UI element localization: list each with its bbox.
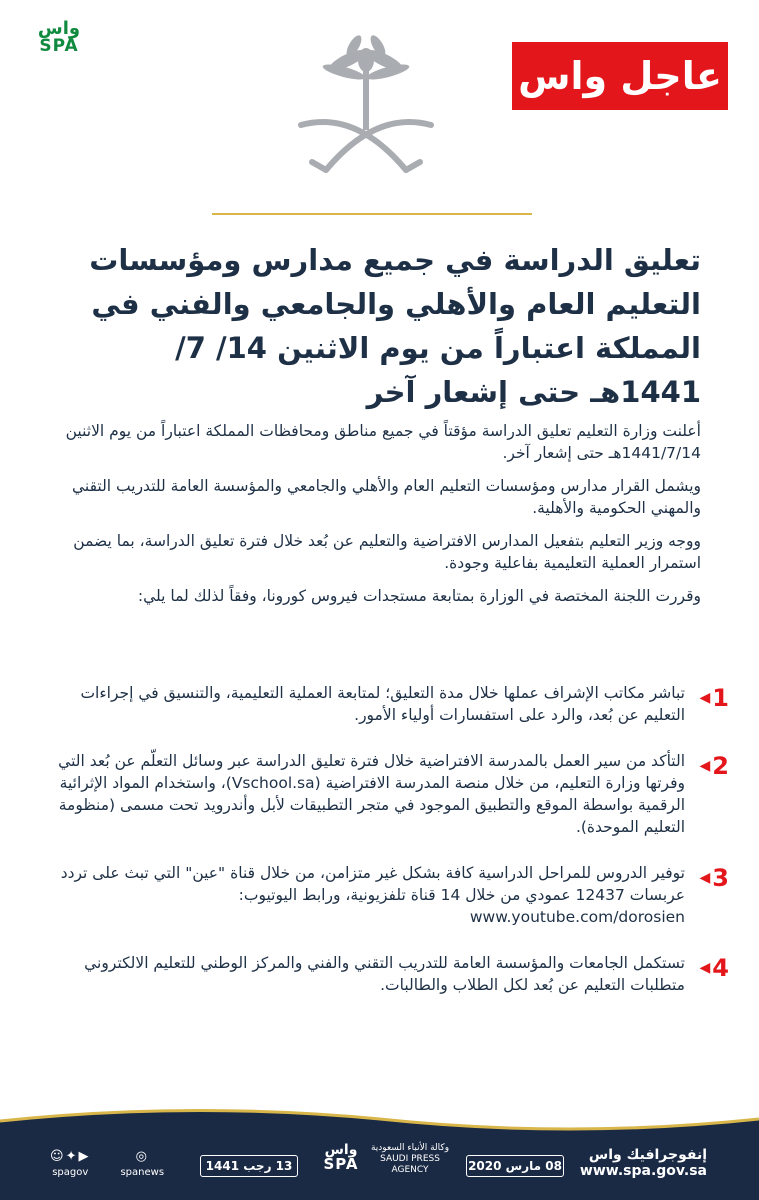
item-text: توفير الدروس للمراحل الدراسية كافة بشكل غير متزامن، من خلال قناة "عين" التي تبث على تردد عربسات 12437 عمودي من خلال 14 قناة تلفزيونية، ورابط اليوتيوب: www.youtube.com/dorosien — [60, 864, 685, 926]
item-text: التأكد من سير العمل بالمدرسة الافتراضية خلال فترة تعليق الدراسة عبر وسائل التعلّم عن بُعد التي وفرتها وزارة التعليم، من خلال منصة المدرسة الافتراضية (Vschool.sa)، واستخدام المواد الإثرائية الرقمية بواسطة الموقع والتطبيق الموجود في متجر التطبيقات لأبل وأندرويد تحت مسمى (منظومة التعليم الموحدة). — [58, 752, 685, 836]
spa-logo-english: SPA — [39, 36, 79, 56]
twitter-icon: ✦ — [65, 1149, 79, 1164]
agency-wordmark-arabic: واس — [324, 1142, 358, 1158]
gold-divider — [212, 213, 532, 215]
item-number — [685, 750, 729, 780]
list-item — [49, 682, 729, 726]
list-item — [49, 750, 729, 838]
item-number-value: 1 — [712, 684, 729, 712]
intro-paragraph: ويشمل القرار مدارس ومؤسسات التعليم العام والأهلي والجامعي والمؤسسة العامة للتدريب التقني والمهني الحكومية والأهلية. — [71, 477, 701, 517]
social-instagram-group[interactable] — [120, 1149, 164, 1178]
social-icons — [50, 1149, 90, 1167]
triangle-left-icon: ◀ — [699, 960, 711, 976]
headline: تعليق الدراسة في جميع مدارس ومؤسسات التعليم العام والأهلي والجامعي والفني في المملكة اعتباراً من يوم الاثنين 14/ 7/ 1441هـ حتى إشعار آخر — [89, 243, 701, 409]
footer-wave — [0, 1105, 759, 1137]
intro-paragraph: أعلنت وزارة التعليم تعليق الدراسة مؤقتاً في جميع مناطق ومحافظات المملكة اعتباراً من يوم الاثنين 1441/7/14هـ حتى إشعار آخر. — [65, 422, 701, 462]
agency-name-english-2: AGENCY — [391, 1165, 429, 1175]
item-number — [685, 952, 729, 982]
spa-logo-arabic: واس — [37, 18, 81, 39]
intro-paragraph: ووجه وزير التعليم بتفعيل المدارس الافتراضية والتعليم عن بُعد خلال فترة تعليق الدراسة، بما يضمن استمرار العملية التعليمية بفاعلية وجودة. — [73, 532, 701, 572]
triangle-left-icon: ◀ — [699, 870, 711, 886]
item-number — [685, 862, 729, 892]
triangle-left-icon: ◀ — [699, 690, 711, 706]
measures-list — [49, 682, 729, 1020]
agency-logo — [318, 1143, 448, 1195]
footer-site — [580, 1147, 707, 1179]
list-item — [49, 862, 729, 928]
instagram-icon: ◎ — [135, 1149, 149, 1164]
breaking-news-label: عاجل واس — [518, 54, 722, 98]
gregorian-date: 08 مارس 2020 — [466, 1155, 564, 1177]
social-twitter-group[interactable] — [50, 1149, 90, 1178]
infographic-label: إنفوجرافيك واس — [588, 1147, 707, 1163]
item-text: تباشر مكاتب الإشراف عملها خلال مدة التعليق؛ لمتابعة العملية التعليمية، والتنسيق في إجراءات التعليم عن بُعد، والرد على استفسارات أولياء الأمور. — [80, 684, 685, 724]
item-number-value: 3 — [712, 864, 729, 892]
instagram-handle: spanews — [120, 1167, 165, 1178]
twitter-handle: spagov — [52, 1167, 89, 1178]
saudi-emblem-icon — [296, 30, 436, 180]
agency-name-arabic: وكالة الأنباء السعودية — [370, 1143, 450, 1153]
list-item — [49, 952, 729, 996]
breaking-news-banner — [512, 42, 728, 110]
item-number — [685, 682, 729, 712]
intro-text — [61, 420, 701, 618]
spa-logo — [28, 20, 90, 62]
snapchat-icon: ☺ — [50, 1149, 66, 1164]
hijri-date: 13 رجب 1441 — [200, 1155, 298, 1177]
intro-paragraph: وقررت اللجنة المختصة في الوزارة بمتابعة مستجدات فيروس كورونا، وفقاً لذلك لما يلي: — [137, 587, 701, 605]
item-text: تستكمل الجامعات والمؤسسة العامة للتدريب التقني والفني والمركز الوطني للتعليم الالكتروني متطلبات التعليم عن بُعد لكل الطلاب والطالبات. — [84, 954, 685, 994]
agency-wordmark-english: SPA — [323, 1155, 359, 1173]
item-number-value: 2 — [712, 752, 729, 780]
footer-social — [50, 1149, 164, 1178]
website-link[interactable]: www.spa.gov.sa — [579, 1163, 707, 1179]
youtube-icon: ▶ — [78, 1149, 91, 1164]
footer — [0, 1105, 759, 1200]
agency-name-english-1: SAUDI PRESS — [380, 1154, 440, 1164]
item-number-value: 4 — [712, 954, 729, 982]
triangle-left-icon: ◀ — [699, 758, 711, 774]
agency-names — [370, 1143, 450, 1176]
agency-wordmark — [318, 1143, 364, 1172]
